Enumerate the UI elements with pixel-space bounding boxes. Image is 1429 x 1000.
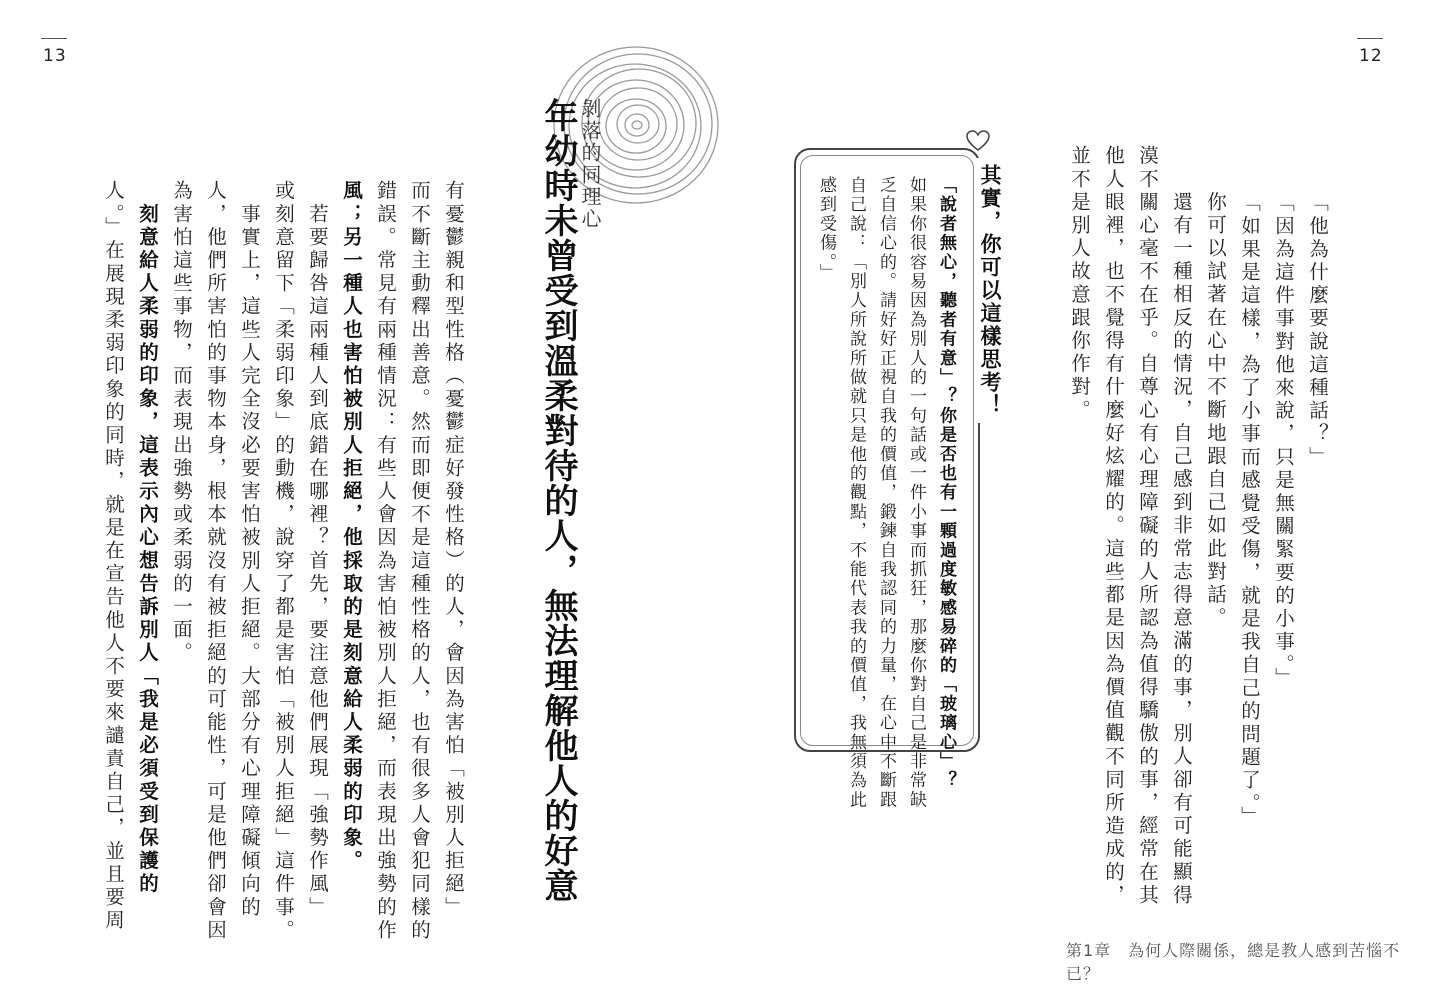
left-body-line-2: 而不斷主動釋出善意。然而即便不是這種性格的人，也有很多人會犯同樣的: [408, 180, 431, 943]
heart-icon: [966, 130, 990, 152]
right-body-line-1: 「他為什麼要說這種話？」: [1306, 192, 1329, 470]
right-body-line-7: 他人眼裡，也不覺得有什麼好炫耀的。這些都是因為價值觀不同所造成的，: [1102, 145, 1125, 908]
left-body-line-4: 風；另一種人也害怕被別人拒絕，他採取的是刻意給人柔弱的印象。: [340, 180, 363, 873]
tip-box-line-2: 乏自信心的。請好好正視自我的價值，鍛鍊自我認同的力量，在心中不斷跟: [876, 176, 896, 810]
tip-box-line-1: 如果你很容易因為別人的一句話或一件小事而抓狂，那麼你對自己是非常缺: [906, 176, 926, 810]
right-page-number: 12: [1359, 46, 1383, 66]
section-title: 年幼時未曾受到溫柔對待的人，無法理解他人的好意: [538, 98, 578, 903]
left-body-line-3: 錯誤。常見有兩種情況：有些人會因為害怕被別人拒絕，而表現出強勢的作: [374, 180, 397, 943]
right-body-line-2: 「因為這件事對他來說，只是無關緊要的小事。」: [1272, 192, 1295, 691]
right-body-line-5: 還有一種相反的情況，自己感到非常志得意滿的事，別人卻有可能顯得: [1170, 168, 1193, 908]
left-body-line-10: 刻意給人柔弱的印象，這表示內心想告訴別人「我是必須受到保護的: [136, 180, 159, 897]
left-body-line-9: 為害怕這些事物，而表現出強勢或柔弱的一面。: [170, 180, 193, 666]
tip-box-title: 其實，你可以這樣思考！: [975, 158, 1005, 423]
right-body-line-8: 並不是別人故意跟你作對。: [1068, 145, 1091, 423]
tip-box-line-4: 感到受傷。」: [816, 176, 836, 283]
left-body-line-6: 或刻意留下「柔弱印象」的動機，說穿了都是害怕「被別人拒絕」這件事。: [272, 180, 295, 943]
section-subtitle: 剝落的同理心: [578, 98, 602, 230]
right-body-line-4: 你可以試著在心中不斷地跟自己如此對話。: [1204, 168, 1227, 630]
chapter-footer: 第1章 為何人際關係，總是教人感到苦惱不已？: [1066, 941, 1401, 983]
left-page-number: 13: [43, 46, 67, 66]
left-body-line-11: 人。」在展現柔弱印象的同時，就是在宣告他人不要來譴責自己，並且要周: [102, 180, 125, 933]
left-body-line-1: 有憂鬱親和型性格（憂鬱症好發性格）的人，會因為害怕「被別人拒絕」: [442, 180, 465, 920]
right-body-line-6: 漠不關心毫不在乎。自尊心有心理障礙的人所認為值得驕傲的事，經常在其: [1136, 145, 1159, 908]
tip-box-bold-line: 「說者無心，聽者有意」？你是否也有一顆過度敏感易碎的「玻璃心」？: [936, 176, 956, 791]
left-body-line-8: 人，他們所害怕的事物本身，根本就沒有被拒絕的可能性，可是他們卻會因: [204, 180, 227, 943]
tip-box-line-3: 自己說：「別人所說所做就只是他的觀點，不能代表我的價值，我無須為此: [846, 176, 866, 810]
left-body-line-5: 若要歸咎這兩種人到底錯在哪裡？首先，要注意他們展現「強勢作風」: [306, 180, 329, 920]
right-body-line-3: 「如果是這樣，為了小事而感覺受傷，就是我自己的問題了。」: [1238, 192, 1261, 830]
left-body-line-7: 事實上，這些人完全沒必要害怕被別人拒絕。大部分有心理障礙傾向的: [238, 180, 261, 920]
